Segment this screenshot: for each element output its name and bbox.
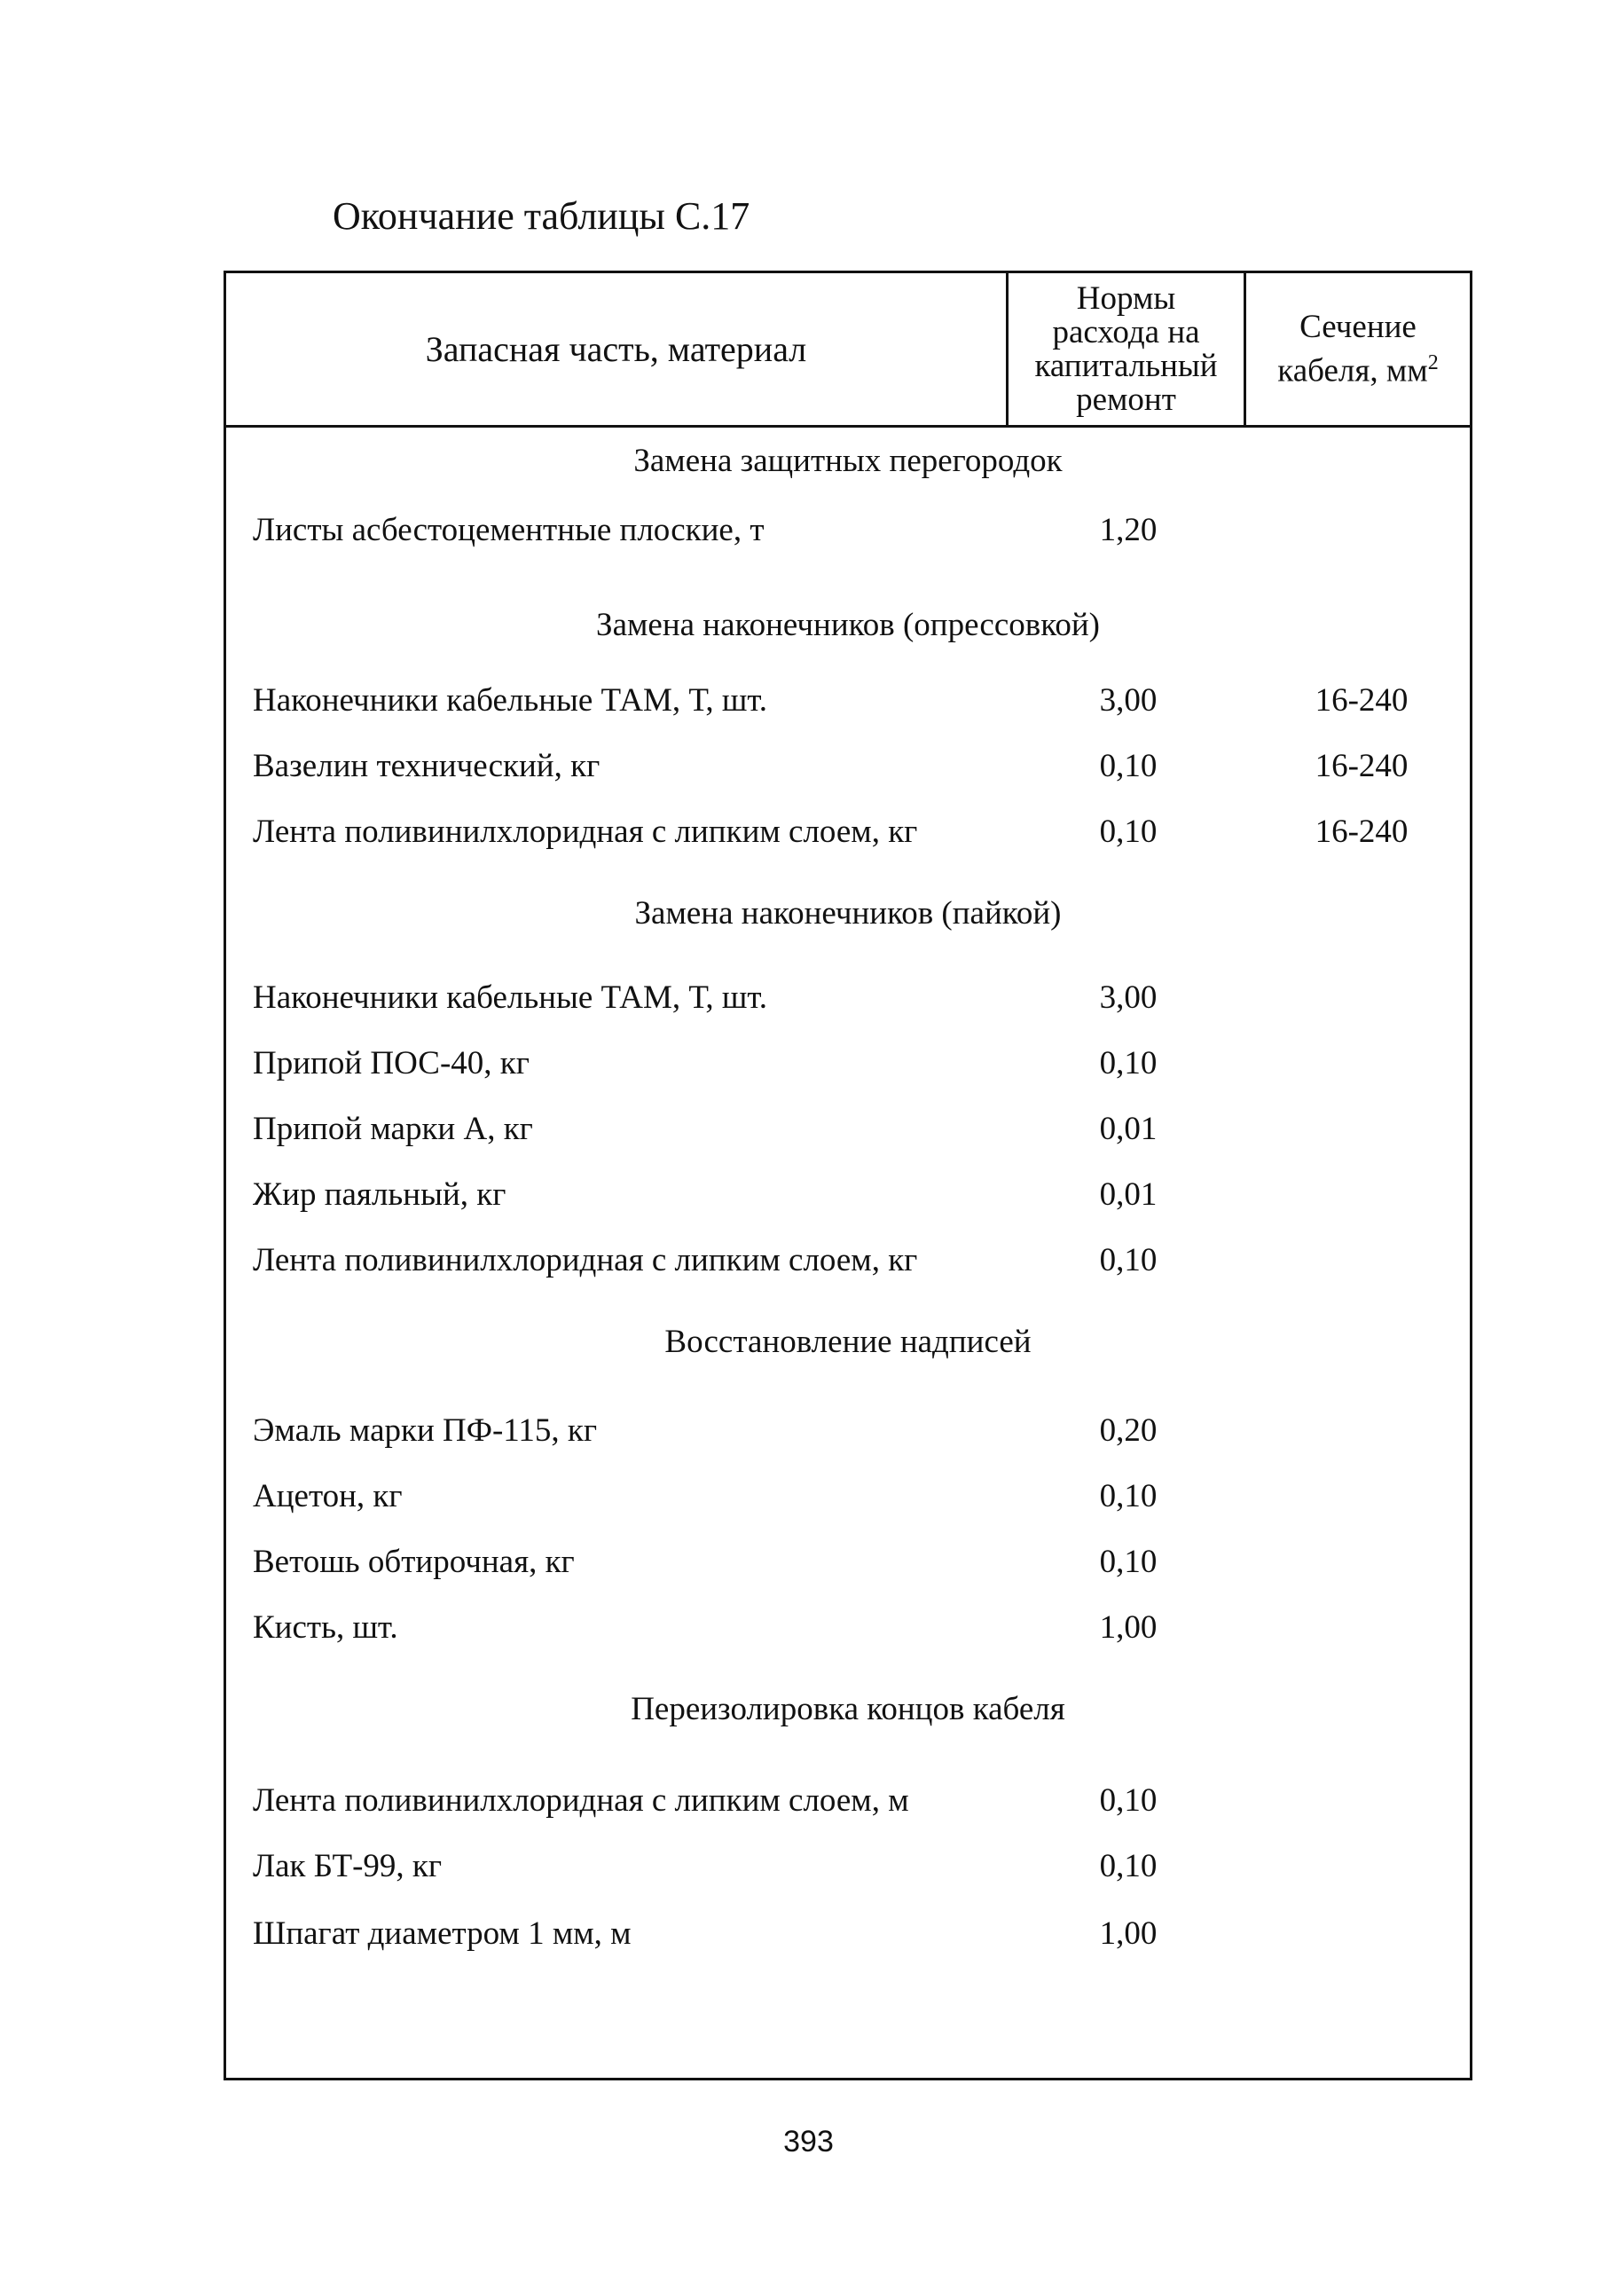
- header-norm-line: расхода на: [1052, 313, 1200, 350]
- cell-material: Шпагат диаметром 1 мм, м: [253, 1915, 632, 1952]
- table-row: [226, 1915, 1470, 1959]
- cell-norm: 0,10: [1099, 748, 1158, 784]
- cell-material: Припой марки А, кг: [253, 1111, 533, 1147]
- section-title: Восстановление надписей: [664, 1324, 1032, 1360]
- cell-material: Ветошь обтирочная, кг: [253, 1544, 575, 1580]
- header-norm-line: Нормы: [1076, 279, 1176, 317]
- section-title: Замена наконечников (опрессовкой): [596, 607, 1100, 643]
- header-norm-line: капитальный: [1034, 347, 1218, 384]
- cell-norm: 1,20: [1099, 512, 1158, 548]
- cell-material: Припой ПОС-40, кг: [253, 1045, 530, 1081]
- cell-norm: 3,00: [1099, 979, 1158, 1016]
- cell-material: Ацетон, кг: [253, 1478, 403, 1514]
- page-number: 393: [783, 2125, 834, 2158]
- cell-material: Эмаль марки ПФ-115, кг: [253, 1412, 598, 1449]
- table-row: [226, 747, 1470, 791]
- cell-material: Наконечники кабельные ТАМ, Т, шт.: [253, 979, 767, 1016]
- cell-material: Листы асбестоцементные плоские, т: [253, 512, 765, 548]
- cell-material: Кисть, шт.: [253, 1609, 398, 1646]
- section-title: Замена наконечников (пайкой): [634, 895, 1062, 932]
- table-row: [226, 1241, 1470, 1286]
- table-row: [226, 1411, 1470, 1456]
- header-section-line2: [1277, 345, 1438, 389]
- cell-norm: 0,10: [1099, 1478, 1158, 1514]
- cell-section: 16-240: [1315, 814, 1409, 850]
- table-row: [226, 1847, 1470, 1891]
- cell-norm: 0,20: [1099, 1412, 1158, 1449]
- cell-material: Лак БТ-99, кг: [253, 1848, 443, 1884]
- table-row: [226, 1608, 1470, 1653]
- cell-norm: 1,00: [1099, 1609, 1158, 1646]
- cell-norm: 0,10: [1099, 1045, 1158, 1081]
- cell-norm: 0,10: [1099, 1848, 1158, 1884]
- table-row: [226, 1110, 1470, 1154]
- cell-norm: 0,10: [1099, 1544, 1158, 1580]
- section-title: Переизолировка концов кабеля: [631, 1691, 1065, 1727]
- table-row: [226, 979, 1470, 1023]
- cell-material: Лента поливинилхлоридная с липким слоем, м: [253, 1782, 909, 1819]
- table-row: [226, 1781, 1470, 1826]
- header-norm-line: ремонт: [1076, 381, 1176, 418]
- cell-norm: 0,10: [1099, 1782, 1158, 1819]
- header-section-line1: Сечение: [1299, 308, 1417, 345]
- parts-table: [224, 271, 1472, 2080]
- cell-norm: 0,01: [1099, 1176, 1158, 1213]
- table-row: [226, 1477, 1470, 1521]
- cell-material: Лента поливинилхлоридная с липким слоем, кг: [253, 1242, 918, 1278]
- header-section-unit: кабеля, мм: [1277, 352, 1428, 389]
- cell-material: Лента поливинилхлоридная с липким слоем, кг: [253, 814, 918, 850]
- cell-section: 16-240: [1315, 682, 1409, 719]
- cell-norm: 0,10: [1099, 1242, 1158, 1278]
- header-material: Запасная часть, материал: [226, 273, 1009, 425]
- table-row: [226, 681, 1470, 726]
- cell-material: Жир паяльный, кг: [253, 1176, 506, 1213]
- table-caption: Окончание таблицы С.17: [333, 194, 750, 238]
- table-row: [226, 511, 1470, 555]
- cell-material: Наконечники кабельные ТАМ, Т, шт.: [253, 682, 767, 719]
- cell-norm: 0,10: [1099, 814, 1158, 850]
- header-section-sup: 2: [1427, 350, 1439, 374]
- table-row: [226, 1176, 1470, 1220]
- cell-section: 16-240: [1315, 748, 1409, 784]
- section-title: Замена защитных перегородок: [633, 443, 1063, 479]
- cell-norm: 3,00: [1099, 682, 1158, 719]
- header-norm: [1009, 273, 1246, 425]
- cell-norm: 0,01: [1099, 1111, 1158, 1147]
- table-header: [226, 273, 1470, 428]
- table-row: [226, 1543, 1470, 1587]
- cell-norm: 1,00: [1099, 1915, 1158, 1952]
- cell-material: Вазелин технический, кг: [253, 748, 600, 784]
- table-row: [226, 813, 1470, 857]
- header-section: [1246, 273, 1470, 425]
- table-row: [226, 1044, 1470, 1089]
